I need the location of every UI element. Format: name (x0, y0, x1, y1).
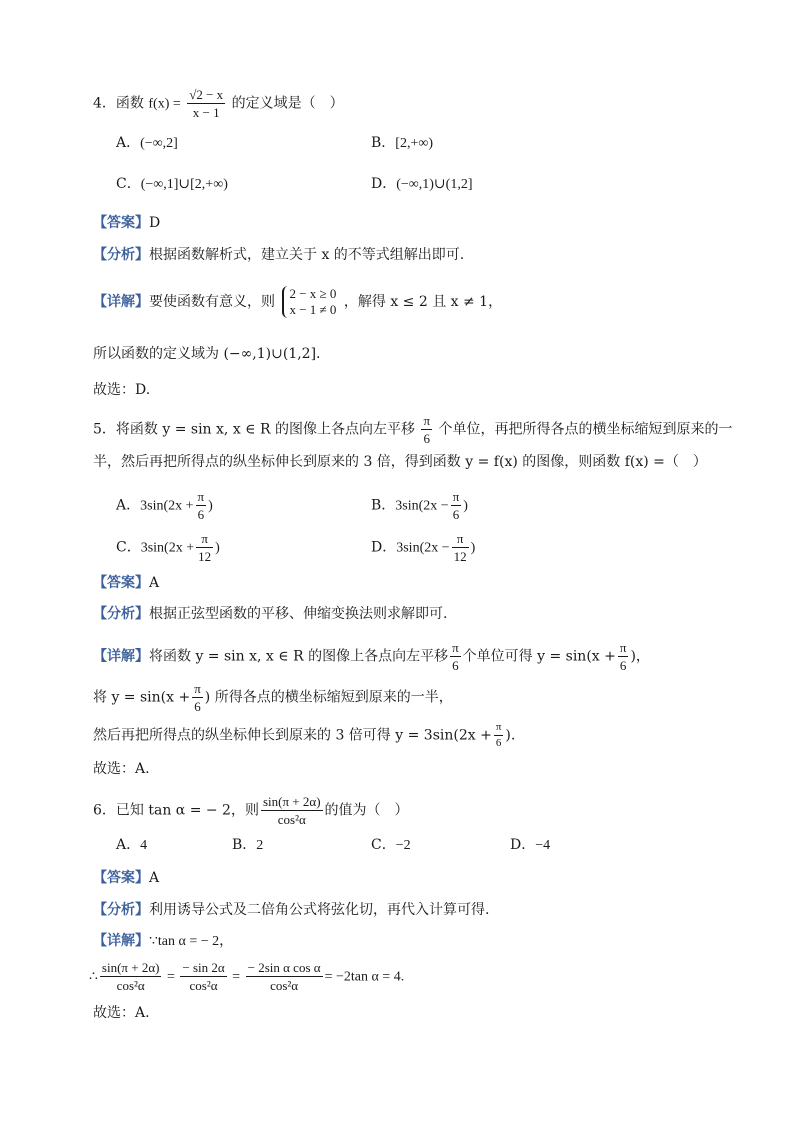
q5-option-d[interactable] (371, 532, 475, 563)
q4-fraction (187, 88, 225, 119)
option-text: ) (215, 540, 220, 556)
detail-fraction (192, 682, 203, 713)
frac-num: − 2sin α cos α (247, 960, 321, 975)
option-fraction (451, 490, 462, 521)
q4-conclusion: 故选：D. (93, 382, 151, 398)
frac-num: π (494, 722, 504, 736)
q6-conclusion: 故选：A. (93, 1005, 150, 1021)
option-label: A． (116, 135, 141, 151)
detail-text: 个单位可得 y = sin(x + (462, 648, 616, 665)
option-text: ) (463, 498, 468, 514)
option-text: 3sin(2x + (140, 540, 195, 556)
answer-tag: 【答案】 (93, 215, 149, 231)
q5-option-c[interactable] (116, 532, 220, 563)
frac-den: 6 (197, 507, 205, 522)
q5-stem-fraction (421, 414, 432, 445)
stem-text: 5．将函数 y = sin x, x ∈ R 的图像上各点向左平移 (93, 421, 415, 438)
system-line: x − 1 ≠ 0 (289, 302, 337, 317)
q6-stem-fraction (261, 795, 323, 826)
detail-text: = −2tan α = 4. (324, 969, 405, 985)
q5-stem-line2: 半，然后再把所得点的纵坐标伸长到原来的 3 倍，得到函数 y = f(x) 的图像，则函数 f(x) =（ ） (93, 454, 707, 470)
option-text: ) (208, 498, 213, 514)
detail-text: 要使函数有意义，则 (149, 294, 275, 310)
option-text: (−∞,1]∪[2,+∞) (140, 177, 228, 192)
q4-frac-num: √2 − x (189, 87, 224, 102)
option-text: ) (470, 540, 476, 556)
option-label: D． (371, 539, 397, 556)
option-label: B． (232, 837, 257, 853)
frac-den: 12 (198, 549, 212, 564)
answer-value: A (149, 870, 160, 886)
detail-text: ，解得 x ≤ 2 且 x ≠ 1， (343, 294, 503, 310)
frac-num: π (197, 489, 205, 504)
q6-detail-line1 (93, 931, 233, 952)
q6-option-d[interactable] (510, 835, 550, 856)
detail-tag: 【详解】 (93, 648, 149, 665)
detail-text: )， (630, 648, 650, 665)
detail-text: ) 所得各点的横坐标缩短到原来的一半， (204, 689, 453, 706)
q5-option-b[interactable] (371, 490, 468, 521)
option-label: D． (371, 176, 397, 192)
detail-fraction (180, 961, 226, 992)
frac-num: π (194, 681, 201, 696)
q5-analysis (93, 604, 447, 624)
detail-fraction (494, 722, 504, 749)
q4-detail-line2: 所以函数的定义域为 (−∞,1)∪(1,2]. (93, 346, 321, 362)
q4-frac-den: x − 1 (192, 105, 220, 120)
option-text: −2 (395, 838, 411, 853)
q4-detail (93, 286, 502, 318)
option-text: 3sin(2x + (140, 498, 194, 514)
option-text: (−∞,2] (140, 136, 178, 151)
frac-den: 6 (452, 658, 459, 673)
option-fraction (196, 490, 207, 521)
frac-den: 6 (194, 699, 201, 714)
q4-analysis (93, 245, 464, 265)
frac-den: cos²α (116, 978, 145, 993)
detail-fraction (246, 961, 323, 992)
analysis-text: 根据函数解析式，建立关于 x 的不等式组解出即可. (149, 247, 465, 263)
frac-num: π (196, 532, 213, 548)
therefore-symbol: ∴ (89, 969, 98, 985)
detail-fraction (450, 641, 461, 672)
frac-den: 6 (452, 507, 460, 522)
q4-option-a[interactable] (116, 133, 178, 154)
q6-analysis (93, 900, 489, 920)
frac-num: sin(π + 2α) (262, 794, 321, 809)
detail-fraction (618, 641, 629, 672)
detail-text: 将 y = sin(x + (93, 689, 191, 706)
frac-den: cos²α (189, 978, 218, 993)
option-label: A． (116, 837, 141, 853)
frac-den: cos²α (277, 812, 306, 827)
frac-num: π (423, 413, 431, 428)
q4-stem-pre: 4．函数 (93, 95, 144, 112)
stem-text: 6．已知 tan α = − 2，则 (93, 802, 259, 819)
system-line: 2 − x ≥ 0 (289, 286, 337, 301)
option-text: 3sin(2x − (395, 498, 449, 514)
detail-text: ∵tan α = − 2， (149, 934, 234, 949)
q6-detail-line2: ∴ $\frac{\sin(\pi + 2\alpha)}{\text{cos²α}}$ = $\frac{- \sin 2\alpha}{\text{cos²α}}$ = $\frac{\text{− 2sin α cos α}}{\text{cos²α}}$ = −2tan α = 4. (89, 960, 405, 993)
option-text: [2,+∞) (395, 136, 433, 151)
frac-num: π (619, 640, 627, 655)
option-fraction (196, 532, 213, 563)
frac-den: 6 (495, 737, 502, 749)
detail-fraction (100, 961, 162, 992)
detail-tag: 【详解】 (93, 294, 149, 310)
answer-value: D (149, 215, 161, 231)
q5-stem-line1 (93, 414, 732, 445)
q5-answer (93, 573, 159, 593)
frac-den: 6 (423, 431, 430, 446)
frac-num: − sin 2α (182, 960, 225, 975)
analysis-tag: 【分析】 (93, 606, 149, 622)
stem-text: 的值为（ ） (324, 802, 409, 819)
q6-answer (93, 868, 159, 888)
option-label: B． (371, 135, 396, 151)
q6-stem (93, 795, 409, 826)
q6-option-c[interactable] (371, 835, 411, 856)
frac-num: π (452, 489, 460, 504)
stem-text: 个单位，再把所得各点的横坐标缩短到原来的一 (438, 421, 733, 438)
frac-num: π (452, 532, 469, 548)
analysis-tag: 【分析】 (93, 247, 149, 263)
option-text: 2 (256, 838, 264, 853)
q5-detail-line3 (93, 722, 515, 749)
option-label: C． (371, 837, 396, 853)
q6-option-b[interactable] (232, 835, 263, 856)
q4-option-b[interactable] (371, 133, 433, 154)
frac-num: sin(π + 2α) (101, 960, 160, 975)
detail-text: 然后再把所得点的纵坐标伸长到原来的 3 倍可得 y = 3sin(2x + (93, 727, 492, 744)
frac-den: 6 (619, 658, 627, 673)
q5-detail-line2 (93, 682, 453, 713)
answer-tag: 【答案】 (93, 575, 149, 591)
q5-detail-line1 (93, 641, 650, 672)
option-label: D． (510, 837, 536, 853)
option-text: (−∞,1)∪(1,2] (396, 177, 473, 192)
q4-option-d[interactable] (371, 174, 473, 195)
detail-text: ). (505, 727, 516, 744)
option-label: C． (116, 539, 141, 556)
option-text: −4 (535, 838, 551, 853)
option-label: C． (116, 176, 141, 192)
q4-option-c[interactable] (116, 174, 228, 195)
answer-value: A (149, 575, 160, 591)
q5-option-a[interactable] (116, 490, 213, 521)
answer-tag: 【答案】 (93, 870, 149, 886)
q4-func: f(x) = (148, 96, 181, 112)
detail-tag: 【详解】 (93, 933, 149, 949)
option-text: 3sin(2x − (396, 540, 450, 556)
frac-num: π (452, 640, 459, 655)
q4-stem-post: 的定义域是（ ） (231, 95, 344, 112)
option-label: A． (116, 497, 141, 514)
q4-answer (93, 213, 160, 233)
q4-stem (93, 88, 344, 119)
analysis-text: 根据正弦型函数的平移、伸缩变换法则求解即可. (149, 606, 448, 622)
option-text: 4 (140, 838, 148, 853)
detail-text: 将函数 y = sin x, x ∈ R 的图像上各点向左平移 (149, 648, 449, 665)
frac-den: cos²α (270, 978, 299, 993)
frac-den: 12 (453, 549, 467, 564)
analysis-text: 利用诱导公式及二倍角公式将弦化切，再代入计算可得. (149, 902, 490, 918)
option-fraction (452, 532, 469, 563)
analysis-tag: 【分析】 (93, 902, 149, 918)
q5-conclusion: 故选：A. (93, 761, 150, 777)
q4-inequality-system (282, 286, 336, 318)
option-label: B． (371, 497, 396, 514)
q6-option-a[interactable] (116, 835, 147, 856)
